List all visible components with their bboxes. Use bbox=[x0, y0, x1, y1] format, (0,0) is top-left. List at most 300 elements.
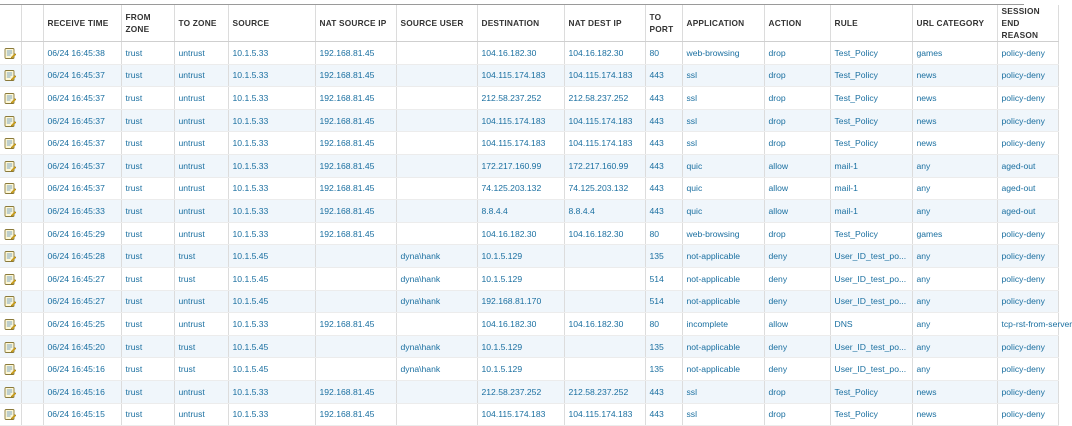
cell-session-end-reason[interactable]: policy-deny bbox=[997, 222, 1058, 245]
cell-action[interactable]: drop bbox=[764, 132, 830, 155]
cell-nat-dest-ip[interactable] bbox=[564, 245, 645, 268]
cell-application[interactable]: ssl bbox=[682, 109, 764, 132]
cell-url-category[interactable]: any bbox=[912, 290, 997, 313]
cell-source-user[interactable]: dyna\hank bbox=[396, 358, 477, 381]
cell-source-user[interactable] bbox=[396, 380, 477, 403]
cell-receive-time[interactable]: 06/24 16:45:25 bbox=[43, 313, 121, 336]
column-header-nat-source-ip[interactable] bbox=[315, 5, 396, 42]
cell-to-zone[interactable]: untrust bbox=[174, 313, 228, 336]
cell-action[interactable]: allow bbox=[764, 177, 830, 200]
cell-to-port[interactable]: 135 bbox=[645, 245, 682, 268]
cell-rule[interactable]: Test_Policy bbox=[830, 380, 912, 403]
table-row[interactable] bbox=[0, 109, 1058, 132]
cell-action[interactable]: allow bbox=[764, 313, 830, 336]
cell-application[interactable]: ssl bbox=[682, 403, 764, 426]
row-detail-cell[interactable] bbox=[0, 109, 21, 132]
row-detail-cell[interactable] bbox=[0, 200, 21, 223]
column-header-source[interactable] bbox=[228, 5, 315, 42]
cell-from-zone[interactable]: trust bbox=[121, 132, 174, 155]
cell-source[interactable]: 10.1.5.33 bbox=[228, 313, 315, 336]
cell-url-category[interactable]: any bbox=[912, 358, 997, 381]
cell-nat-source-ip[interactable]: 192.168.81.45 bbox=[315, 64, 396, 87]
cell-to-zone[interactable]: untrust bbox=[174, 200, 228, 223]
cell-source-user[interactable]: dyna\hank bbox=[396, 267, 477, 290]
cell-application[interactable]: quic bbox=[682, 177, 764, 200]
cell-rule[interactable]: Test_Policy bbox=[830, 87, 912, 110]
cell-nat-dest-ip[interactable]: 212.58.237.252 bbox=[564, 87, 645, 110]
cell-source[interactable]: 10.1.5.33 bbox=[228, 64, 315, 87]
column-header-action[interactable] bbox=[764, 5, 830, 42]
cell-source-user[interactable]: dyna\hank bbox=[396, 290, 477, 313]
column-header-from-zone[interactable] bbox=[121, 5, 174, 42]
cell-from-zone[interactable]: trust bbox=[121, 313, 174, 336]
cell-action[interactable]: drop bbox=[764, 64, 830, 87]
cell-source-user[interactable] bbox=[396, 403, 477, 426]
table-row[interactable] bbox=[0, 42, 1058, 65]
cell-from-zone[interactable]: trust bbox=[121, 222, 174, 245]
cell-to-port[interactable]: 443 bbox=[645, 154, 682, 177]
cell-nat-dest-ip[interactable]: 172.217.160.99 bbox=[564, 154, 645, 177]
cell-to-port[interactable]: 80 bbox=[645, 42, 682, 65]
cell-session-end-reason[interactable]: aged-out bbox=[997, 200, 1058, 223]
cell-nat-source-ip[interactable] bbox=[315, 290, 396, 313]
cell-nat-dest-ip[interactable]: 104.115.174.183 bbox=[564, 64, 645, 87]
cell-application[interactable]: web-browsing bbox=[682, 42, 764, 65]
cell-rule[interactable]: User_ID_test_po... bbox=[830, 267, 912, 290]
cell-nat-dest-ip[interactable] bbox=[564, 335, 645, 358]
log-detail-icon[interactable] bbox=[4, 92, 17, 105]
cell-destination[interactable]: 104.115.174.183 bbox=[477, 403, 564, 426]
cell-url-category[interactable]: news bbox=[912, 64, 997, 87]
cell-destination[interactable]: 8.8.4.4 bbox=[477, 200, 564, 223]
cell-application[interactable]: ssl bbox=[682, 87, 764, 110]
cell-nat-dest-ip[interactable]: 104.115.174.183 bbox=[564, 109, 645, 132]
cell-nat-source-ip[interactable]: 192.168.81.45 bbox=[315, 154, 396, 177]
cell-to-port[interactable]: 443 bbox=[645, 403, 682, 426]
cell-source-user[interactable] bbox=[396, 222, 477, 245]
cell-action[interactable]: deny bbox=[764, 245, 830, 268]
cell-to-port[interactable]: 80 bbox=[645, 222, 682, 245]
cell-from-zone[interactable]: trust bbox=[121, 358, 174, 381]
cell-url-category[interactable]: any bbox=[912, 245, 997, 268]
cell-nat-dest-ip[interactable] bbox=[564, 358, 645, 381]
cell-to-port[interactable]: 443 bbox=[645, 200, 682, 223]
cell-to-zone[interactable]: untrust bbox=[174, 222, 228, 245]
cell-action[interactable]: deny bbox=[764, 267, 830, 290]
cell-to-zone[interactable]: untrust bbox=[174, 154, 228, 177]
cell-nat-dest-ip[interactable]: 104.115.174.183 bbox=[564, 403, 645, 426]
cell-url-category[interactable]: any bbox=[912, 177, 997, 200]
log-detail-icon[interactable] bbox=[4, 318, 17, 331]
cell-rule[interactable]: DNS bbox=[830, 313, 912, 336]
cell-session-end-reason[interactable]: policy-deny bbox=[997, 132, 1058, 155]
cell-rule[interactable]: mail-1 bbox=[830, 154, 912, 177]
cell-rule[interactable]: Test_Policy bbox=[830, 222, 912, 245]
cell-nat-dest-ip[interactable]: 104.16.182.30 bbox=[564, 42, 645, 65]
cell-from-zone[interactable]: trust bbox=[121, 109, 174, 132]
cell-from-zone[interactable]: trust bbox=[121, 267, 174, 290]
row-detail-cell[interactable] bbox=[0, 313, 21, 336]
cell-action[interactable]: drop bbox=[764, 109, 830, 132]
cell-from-zone[interactable]: trust bbox=[121, 154, 174, 177]
cell-application[interactable]: not-applicable bbox=[682, 290, 764, 313]
row-detail-cell[interactable] bbox=[0, 290, 21, 313]
row-detail-cell[interactable] bbox=[0, 132, 21, 155]
cell-source-user[interactable] bbox=[396, 313, 477, 336]
cell-nat-dest-ip[interactable]: 104.16.182.30 bbox=[564, 222, 645, 245]
cell-nat-dest-ip[interactable]: 8.8.4.4 bbox=[564, 200, 645, 223]
cell-source[interactable]: 10.1.5.33 bbox=[228, 109, 315, 132]
cell-receive-time[interactable]: 06/24 16:45:20 bbox=[43, 335, 121, 358]
cell-application[interactable]: ssl bbox=[682, 132, 764, 155]
cell-to-zone[interactable]: untrust bbox=[174, 64, 228, 87]
row-detail-cell[interactable] bbox=[0, 380, 21, 403]
cell-receive-time[interactable]: 06/24 16:45:27 bbox=[43, 267, 121, 290]
cell-session-end-reason[interactable]: policy-deny bbox=[997, 380, 1058, 403]
cell-source[interactable]: 10.1.5.33 bbox=[228, 177, 315, 200]
cell-source[interactable]: 10.1.5.33 bbox=[228, 200, 315, 223]
cell-application[interactable]: not-applicable bbox=[682, 335, 764, 358]
table-row[interactable] bbox=[0, 335, 1058, 358]
log-detail-icon[interactable] bbox=[4, 69, 17, 82]
cell-url-category[interactable]: any bbox=[912, 267, 997, 290]
cell-source[interactable]: 10.1.5.45 bbox=[228, 245, 315, 268]
cell-source[interactable]: 10.1.5.33 bbox=[228, 154, 315, 177]
cell-to-zone[interactable]: untrust bbox=[174, 403, 228, 426]
cell-nat-source-ip[interactable]: 192.168.81.45 bbox=[315, 132, 396, 155]
column-header-rule[interactable] bbox=[830, 5, 912, 42]
cell-nat-source-ip[interactable] bbox=[315, 267, 396, 290]
cell-destination[interactable]: 10.1.5.129 bbox=[477, 335, 564, 358]
cell-receive-time[interactable]: 06/24 16:45:37 bbox=[43, 109, 121, 132]
cell-url-category[interactable]: any bbox=[912, 335, 997, 358]
cell-to-zone[interactable]: untrust bbox=[174, 87, 228, 110]
table-row[interactable] bbox=[0, 154, 1058, 177]
cell-nat-dest-ip[interactable] bbox=[564, 290, 645, 313]
row-detail-cell[interactable] bbox=[0, 403, 21, 426]
cell-session-end-reason[interactable]: aged-out bbox=[997, 177, 1058, 200]
cell-rule[interactable]: User_ID_test_po... bbox=[830, 358, 912, 381]
cell-nat-source-ip[interactable]: 192.168.81.45 bbox=[315, 313, 396, 336]
cell-destination[interactable]: 212.58.237.252 bbox=[477, 87, 564, 110]
table-row[interactable] bbox=[0, 87, 1058, 110]
column-header-destination[interactable] bbox=[477, 5, 564, 42]
log-detail-icon[interactable] bbox=[4, 386, 17, 399]
log-detail-icon[interactable] bbox=[4, 160, 17, 173]
cell-nat-source-ip[interactable]: 192.168.81.45 bbox=[315, 177, 396, 200]
cell-url-category[interactable]: news bbox=[912, 87, 997, 110]
log-detail-icon[interactable] bbox=[4, 295, 17, 308]
column-header-source-user[interactable] bbox=[396, 5, 477, 42]
cell-rule[interactable]: Test_Policy bbox=[830, 403, 912, 426]
cell-to-port[interactable]: 514 bbox=[645, 267, 682, 290]
cell-destination[interactable]: 10.1.5.129 bbox=[477, 245, 564, 268]
cell-application[interactable]: quic bbox=[682, 154, 764, 177]
cell-source-user[interactable] bbox=[396, 87, 477, 110]
log-detail-icon[interactable] bbox=[4, 137, 17, 150]
cell-destination[interactable]: 104.115.174.183 bbox=[477, 109, 564, 132]
cell-source[interactable]: 10.1.5.45 bbox=[228, 267, 315, 290]
table-row[interactable] bbox=[0, 64, 1058, 87]
cell-application[interactable]: not-applicable bbox=[682, 358, 764, 381]
cell-to-port[interactable]: 514 bbox=[645, 290, 682, 313]
cell-to-zone[interactable]: trust bbox=[174, 267, 228, 290]
cell-from-zone[interactable]: trust bbox=[121, 64, 174, 87]
cell-from-zone[interactable]: trust bbox=[121, 87, 174, 110]
cell-nat-source-ip[interactable] bbox=[315, 358, 396, 381]
cell-action[interactable]: allow bbox=[764, 200, 830, 223]
cell-to-port[interactable]: 135 bbox=[645, 335, 682, 358]
log-detail-icon[interactable] bbox=[4, 341, 17, 354]
cell-url-category[interactable]: news bbox=[912, 109, 997, 132]
cell-receive-time[interactable]: 06/24 16:45:16 bbox=[43, 358, 121, 381]
cell-source[interactable]: 10.1.5.33 bbox=[228, 132, 315, 155]
cell-receive-time[interactable]: 06/24 16:45:27 bbox=[43, 290, 121, 313]
cell-source-user[interactable] bbox=[396, 132, 477, 155]
cell-action[interactable]: drop bbox=[764, 380, 830, 403]
cell-action[interactable]: deny bbox=[764, 358, 830, 381]
cell-action[interactable]: drop bbox=[764, 87, 830, 110]
cell-rule[interactable]: mail-1 bbox=[830, 200, 912, 223]
table-row[interactable] bbox=[0, 200, 1058, 223]
cell-to-port[interactable]: 135 bbox=[645, 358, 682, 381]
cell-to-port[interactable]: 443 bbox=[645, 109, 682, 132]
row-detail-cell[interactable] bbox=[0, 335, 21, 358]
cell-source[interactable]: 10.1.5.45 bbox=[228, 358, 315, 381]
cell-session-end-reason[interactable]: policy-deny bbox=[997, 245, 1058, 268]
cell-from-zone[interactable]: trust bbox=[121, 403, 174, 426]
cell-rule[interactable]: User_ID_test_po... bbox=[830, 335, 912, 358]
cell-rule[interactable]: User_ID_test_po... bbox=[830, 245, 912, 268]
cell-receive-time[interactable]: 06/24 16:45:29 bbox=[43, 222, 121, 245]
row-detail-cell[interactable] bbox=[0, 245, 21, 268]
cell-session-end-reason[interactable]: policy-deny bbox=[997, 290, 1058, 313]
cell-receive-time[interactable]: 06/24 16:45:15 bbox=[43, 403, 121, 426]
cell-source-user[interactable]: dyna\hank bbox=[396, 245, 477, 268]
cell-source[interactable]: 10.1.5.33 bbox=[228, 87, 315, 110]
cell-action[interactable]: deny bbox=[764, 290, 830, 313]
cell-to-port[interactable]: 80 bbox=[645, 313, 682, 336]
cell-nat-source-ip[interactable]: 192.168.81.45 bbox=[315, 42, 396, 65]
cell-to-port[interactable]: 443 bbox=[645, 64, 682, 87]
cell-rule[interactable]: User_ID_test_po... bbox=[830, 290, 912, 313]
cell-from-zone[interactable]: trust bbox=[121, 245, 174, 268]
cell-source-user[interactable] bbox=[396, 64, 477, 87]
cell-nat-dest-ip[interactable] bbox=[564, 267, 645, 290]
cell-destination[interactable]: 104.16.182.30 bbox=[477, 42, 564, 65]
table-row[interactable] bbox=[0, 403, 1058, 426]
cell-destination[interactable]: 104.115.174.183 bbox=[477, 64, 564, 87]
cell-receive-time[interactable]: 06/24 16:45:16 bbox=[43, 380, 121, 403]
cell-destination[interactable]: 192.168.81.170 bbox=[477, 290, 564, 313]
cell-action[interactable]: allow bbox=[764, 154, 830, 177]
row-detail-cell[interactable] bbox=[0, 222, 21, 245]
cell-to-zone[interactable]: untrust bbox=[174, 132, 228, 155]
cell-application[interactable]: web-browsing bbox=[682, 222, 764, 245]
cell-rule[interactable]: mail-1 bbox=[830, 177, 912, 200]
cell-application[interactable]: quic bbox=[682, 200, 764, 223]
row-detail-cell[interactable] bbox=[0, 267, 21, 290]
column-header-session-end-reason[interactable] bbox=[997, 5, 1058, 42]
cell-url-category[interactable]: news bbox=[912, 403, 997, 426]
cell-receive-time[interactable]: 06/24 16:45:37 bbox=[43, 132, 121, 155]
cell-receive-time[interactable]: 06/24 16:45:28 bbox=[43, 245, 121, 268]
cell-action[interactable]: drop bbox=[764, 403, 830, 426]
cell-source-user[interactable] bbox=[396, 177, 477, 200]
cell-url-category[interactable]: any bbox=[912, 154, 997, 177]
column-header-receive-time[interactable] bbox=[43, 5, 121, 42]
cell-to-zone[interactable]: trust bbox=[174, 335, 228, 358]
row-detail-cell[interactable] bbox=[0, 42, 21, 65]
cell-url-category[interactable]: any bbox=[912, 313, 997, 336]
cell-application[interactable]: not-applicable bbox=[682, 245, 764, 268]
cell-source[interactable]: 10.1.5.33 bbox=[228, 403, 315, 426]
cell-application[interactable]: incomplete bbox=[682, 313, 764, 336]
table-row[interactable] bbox=[0, 222, 1058, 245]
cell-to-port[interactable]: 443 bbox=[645, 380, 682, 403]
cell-application[interactable]: ssl bbox=[682, 64, 764, 87]
table-row[interactable] bbox=[0, 380, 1058, 403]
cell-nat-source-ip[interactable]: 192.168.81.45 bbox=[315, 403, 396, 426]
cell-nat-source-ip[interactable]: 192.168.81.45 bbox=[315, 380, 396, 403]
cell-rule[interactable]: Test_Policy bbox=[830, 64, 912, 87]
cell-nat-source-ip[interactable] bbox=[315, 335, 396, 358]
cell-source-user[interactable] bbox=[396, 154, 477, 177]
cell-nat-dest-ip[interactable]: 74.125.203.132 bbox=[564, 177, 645, 200]
cell-session-end-reason[interactable]: policy-deny bbox=[997, 42, 1058, 65]
cell-session-end-reason[interactable]: policy-deny bbox=[997, 87, 1058, 110]
cell-session-end-reason[interactable]: tcp-rst-from-server bbox=[997, 313, 1058, 336]
cell-source[interactable]: 10.1.5.33 bbox=[228, 222, 315, 245]
cell-to-zone[interactable]: untrust bbox=[174, 177, 228, 200]
cell-receive-time[interactable]: 06/24 16:45:33 bbox=[43, 200, 121, 223]
column-header-application[interactable] bbox=[682, 5, 764, 42]
log-detail-icon[interactable] bbox=[4, 273, 17, 286]
cell-nat-dest-ip[interactable]: 104.115.174.183 bbox=[564, 132, 645, 155]
cell-application[interactable]: not-applicable bbox=[682, 267, 764, 290]
row-detail-cell[interactable] bbox=[0, 177, 21, 200]
cell-session-end-reason[interactable]: aged-out bbox=[997, 154, 1058, 177]
cell-session-end-reason[interactable]: policy-deny bbox=[997, 64, 1058, 87]
cell-application[interactable]: ssl bbox=[682, 380, 764, 403]
cell-receive-time[interactable]: 06/24 16:45:37 bbox=[43, 87, 121, 110]
cell-source-user[interactable] bbox=[396, 200, 477, 223]
table-row[interactable] bbox=[0, 177, 1058, 200]
cell-session-end-reason[interactable]: policy-deny bbox=[997, 403, 1058, 426]
cell-to-port[interactable]: 443 bbox=[645, 177, 682, 200]
cell-from-zone[interactable]: trust bbox=[121, 42, 174, 65]
cell-source-user[interactable]: dyna\hank bbox=[396, 335, 477, 358]
cell-rule[interactable]: Test_Policy bbox=[830, 42, 912, 65]
cell-session-end-reason[interactable]: policy-deny bbox=[997, 335, 1058, 358]
log-detail-icon[interactable] bbox=[4, 408, 17, 421]
cell-from-zone[interactable]: trust bbox=[121, 335, 174, 358]
cell-receive-time[interactable]: 06/24 16:45:37 bbox=[43, 64, 121, 87]
row-detail-cell[interactable] bbox=[0, 87, 21, 110]
table-row[interactable] bbox=[0, 132, 1058, 155]
table-row[interactable] bbox=[0, 313, 1058, 336]
cell-destination[interactable]: 212.58.237.252 bbox=[477, 380, 564, 403]
log-detail-icon[interactable] bbox=[4, 250, 17, 263]
cell-from-zone[interactable]: trust bbox=[121, 290, 174, 313]
cell-to-port[interactable]: 443 bbox=[645, 87, 682, 110]
cell-url-category[interactable]: games bbox=[912, 42, 997, 65]
cell-receive-time[interactable]: 06/24 16:45:37 bbox=[43, 154, 121, 177]
cell-to-zone[interactable]: untrust bbox=[174, 109, 228, 132]
cell-nat-dest-ip[interactable]: 212.58.237.252 bbox=[564, 380, 645, 403]
cell-rule[interactable]: Test_Policy bbox=[830, 109, 912, 132]
cell-session-end-reason[interactable]: policy-deny bbox=[997, 109, 1058, 132]
log-detail-icon[interactable] bbox=[4, 205, 17, 218]
column-header-to-zone[interactable] bbox=[174, 5, 228, 42]
cell-nat-source-ip[interactable]: 192.168.81.45 bbox=[315, 222, 396, 245]
cell-from-zone[interactable]: trust bbox=[121, 380, 174, 403]
cell-destination[interactable]: 10.1.5.129 bbox=[477, 267, 564, 290]
cell-source-user[interactable] bbox=[396, 42, 477, 65]
log-detail-icon[interactable] bbox=[4, 47, 17, 60]
cell-source[interactable]: 10.1.5.33 bbox=[228, 42, 315, 65]
cell-source-user[interactable] bbox=[396, 109, 477, 132]
cell-nat-source-ip[interactable]: 192.168.81.45 bbox=[315, 200, 396, 223]
log-detail-icon[interactable] bbox=[4, 182, 17, 195]
table-row[interactable] bbox=[0, 358, 1058, 381]
cell-source[interactable]: 10.1.5.45 bbox=[228, 290, 315, 313]
log-detail-icon[interactable] bbox=[4, 228, 17, 241]
cell-destination[interactable]: 10.1.5.129 bbox=[477, 358, 564, 381]
cell-to-zone[interactable]: trust bbox=[174, 358, 228, 381]
cell-from-zone[interactable]: trust bbox=[121, 200, 174, 223]
cell-nat-source-ip[interactable] bbox=[315, 245, 396, 268]
row-detail-cell[interactable] bbox=[0, 64, 21, 87]
cell-action[interactable]: deny bbox=[764, 335, 830, 358]
cell-to-zone[interactable]: trust bbox=[174, 245, 228, 268]
table-row[interactable] bbox=[0, 290, 1058, 313]
cell-action[interactable]: drop bbox=[764, 42, 830, 65]
cell-receive-time[interactable]: 06/24 16:45:37 bbox=[43, 177, 121, 200]
cell-destination[interactable]: 74.125.203.132 bbox=[477, 177, 564, 200]
cell-receive-time[interactable]: 06/24 16:45:38 bbox=[43, 42, 121, 65]
cell-source[interactable]: 10.1.5.33 bbox=[228, 380, 315, 403]
cell-destination[interactable]: 172.217.160.99 bbox=[477, 154, 564, 177]
cell-nat-dest-ip[interactable]: 104.16.182.30 bbox=[564, 313, 645, 336]
cell-destination[interactable]: 104.115.174.183 bbox=[477, 132, 564, 155]
cell-rule[interactable]: Test_Policy bbox=[830, 132, 912, 155]
cell-from-zone[interactable]: trust bbox=[121, 177, 174, 200]
cell-nat-source-ip[interactable]: 192.168.81.45 bbox=[315, 109, 396, 132]
row-detail-cell[interactable] bbox=[0, 358, 21, 381]
row-detail-cell[interactable] bbox=[0, 154, 21, 177]
table-row[interactable] bbox=[0, 245, 1058, 268]
cell-destination[interactable]: 104.16.182.30 bbox=[477, 313, 564, 336]
column-header-nat-dest-ip[interactable] bbox=[564, 5, 645, 42]
cell-session-end-reason[interactable]: policy-deny bbox=[997, 358, 1058, 381]
log-detail-icon[interactable] bbox=[4, 115, 17, 128]
cell-url-category[interactable]: news bbox=[912, 132, 997, 155]
column-header-to-port[interactable] bbox=[645, 5, 682, 42]
cell-to-zone[interactable]: untrust bbox=[174, 42, 228, 65]
cell-url-category[interactable]: games bbox=[912, 222, 997, 245]
log-detail-icon[interactable] bbox=[4, 363, 17, 376]
cell-to-port[interactable]: 443 bbox=[645, 132, 682, 155]
cell-destination[interactable]: 104.16.182.30 bbox=[477, 222, 564, 245]
cell-url-category[interactable]: news bbox=[912, 380, 997, 403]
column-header-url-category[interactable] bbox=[912, 5, 997, 42]
cell-action[interactable]: drop bbox=[764, 222, 830, 245]
cell-source[interactable]: 10.1.5.45 bbox=[228, 335, 315, 358]
cell-url-category[interactable]: any bbox=[912, 200, 997, 223]
cell-to-zone[interactable]: untrust bbox=[174, 290, 228, 313]
cell-nat-source-ip[interactable]: 192.168.81.45 bbox=[315, 87, 396, 110]
